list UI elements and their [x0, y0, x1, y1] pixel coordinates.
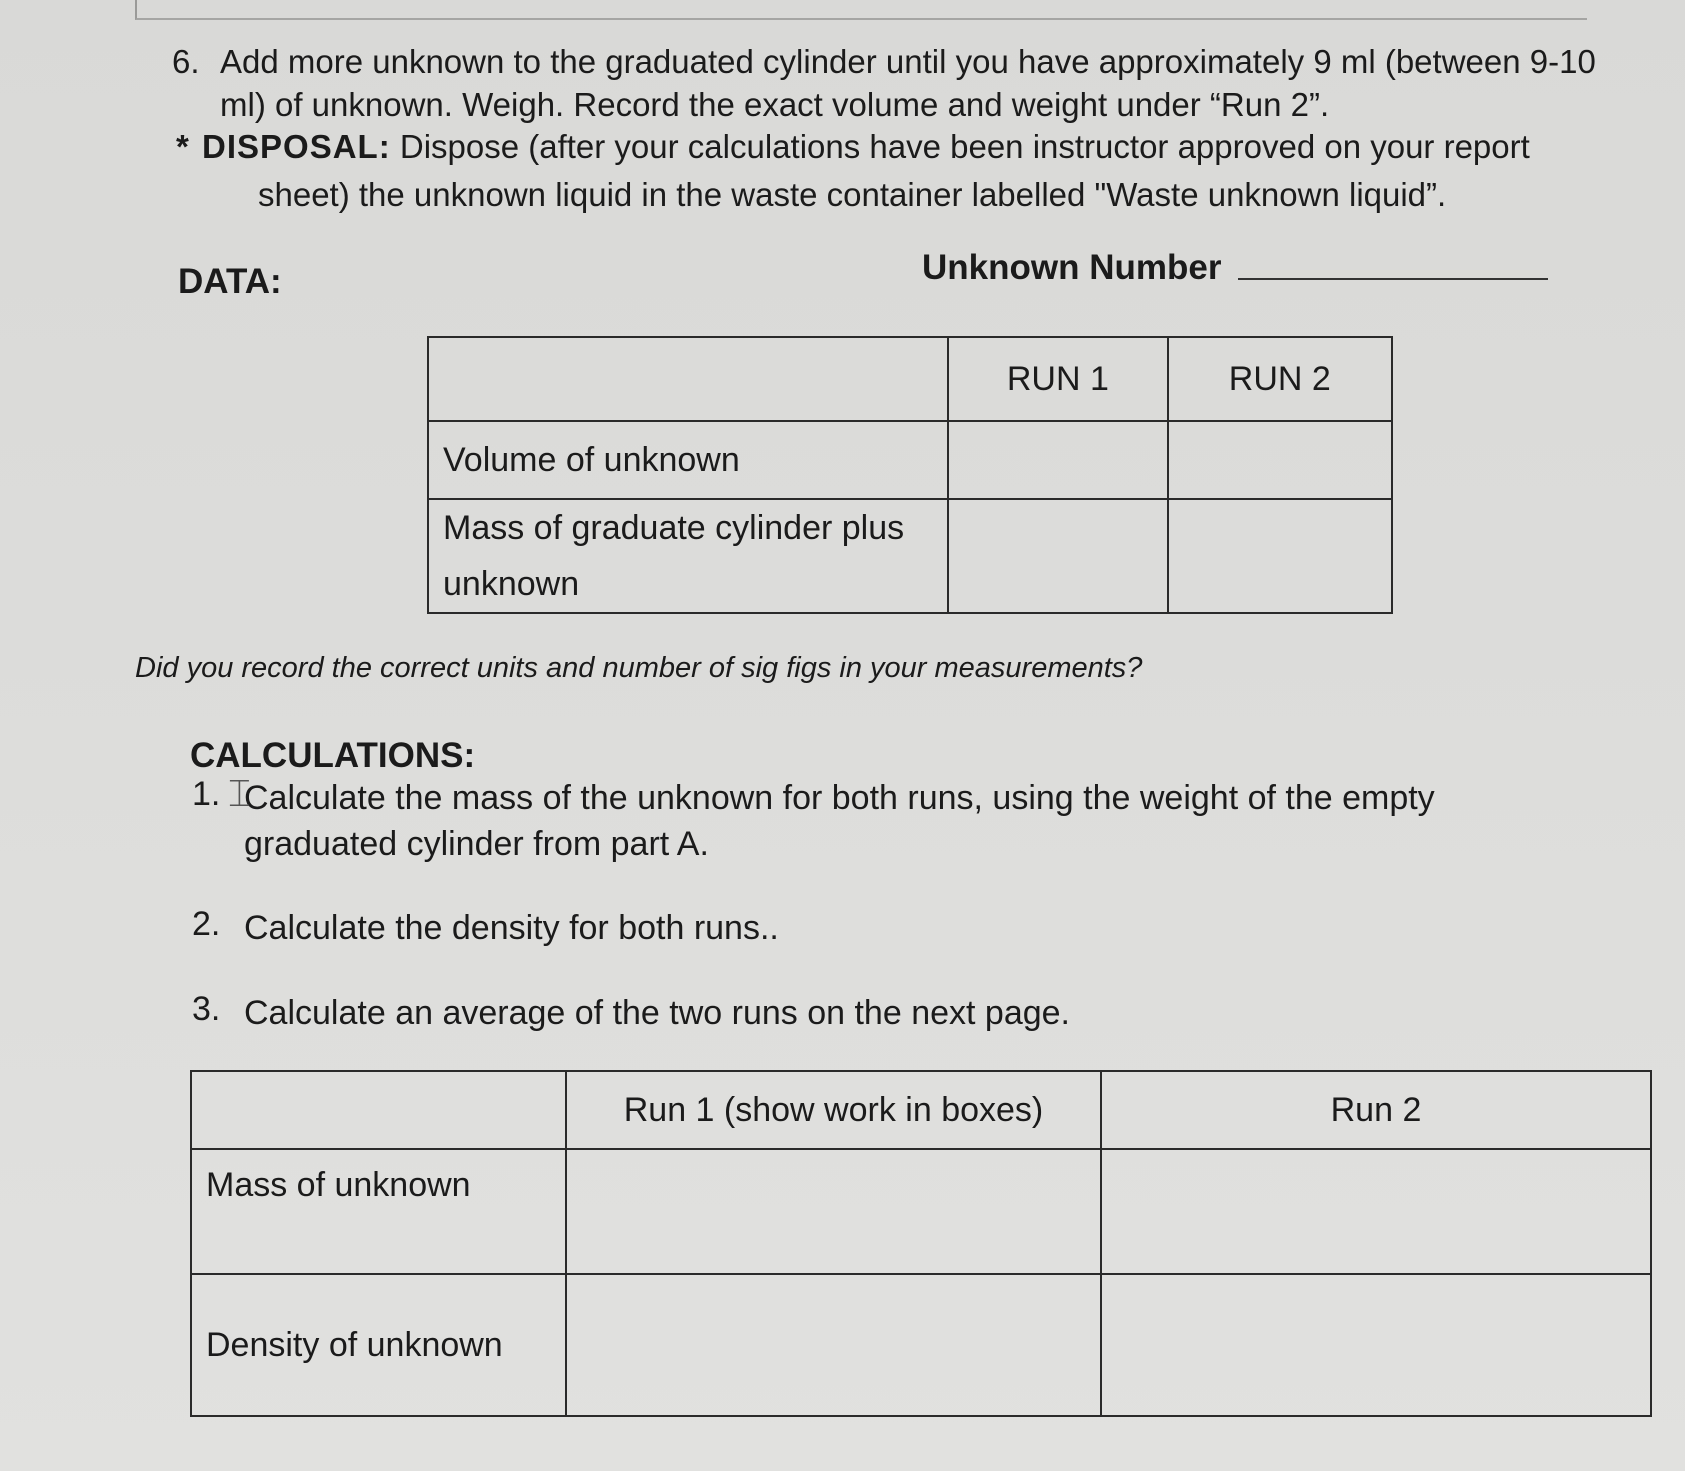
table-row [428, 421, 1392, 499]
row-label: Mass of unknown [191, 1149, 566, 1274]
calculations-heading: CALCULATIONS: [190, 736, 476, 775]
row-label: Mass of graduate cylinder plus unknown [428, 499, 948, 613]
step-text: Add more unknown to the graduated cylinder until you have approximately 9 ml (between 9-10 ml) of unknown. Weigh. Record the exact volume and weight under “Run 2”. [220, 43, 1596, 123]
step-number: 6. [172, 43, 200, 80]
sigfig-question: Did you record the correct units and number of sig figs in your measurements? [135, 652, 1143, 684]
table-row [428, 499, 1392, 613]
table-header-run2: Run 2 [1101, 1071, 1651, 1149]
calc-item-number: 2. [192, 905, 221, 943]
bullet-icon: * [176, 128, 189, 165]
table-header-run1: RUN 1 [948, 337, 1167, 421]
calc-item-number: 1. [192, 775, 221, 813]
volume-run2-cell[interactable] [1168, 421, 1392, 499]
mass-unknown-run2-cell[interactable] [1101, 1149, 1651, 1274]
mass-run1-cell[interactable] [948, 499, 1167, 613]
text-cursor-icon: ⌶ [228, 773, 251, 815]
disposal-label: DISPOSAL: [202, 128, 391, 165]
calc-item [192, 905, 1592, 951]
table-header-run2: RUN 2 [1168, 337, 1392, 421]
mass-run2-cell[interactable] [1168, 499, 1392, 613]
volume-run1-cell[interactable] [948, 421, 1167, 499]
density-run1-cell[interactable] [566, 1274, 1101, 1416]
disposal-text-2: sheet) the unknown liquid in the waste container labelled "Waste unknown liquid”. [258, 176, 1447, 213]
table-header-cell [191, 1071, 566, 1149]
calc-item-text: Calculate an average of the two runs on the next page. [244, 994, 1070, 1032]
disposal-text: Dispose (after your calculations have been instructor approved on your report [390, 128, 1530, 165]
calc-item-number: 3. [192, 990, 221, 1028]
row-label: Density of unknown [191, 1274, 566, 1416]
disposal-note [172, 123, 1632, 219]
calc-table [190, 1070, 1652, 1417]
calc-item-text: Calculate the mass of the unknown for both runs, using the weight of the empty graduated cylinder from part A. [244, 779, 1435, 863]
calc-item [192, 990, 1592, 1036]
data-table [427, 336, 1393, 614]
row-label: Volume of unknown [428, 421, 948, 499]
table-header-run1: Run 1 (show work in boxes) [566, 1071, 1101, 1149]
page-edge-line [135, 0, 1587, 20]
table-header-row [191, 1071, 1651, 1149]
table-row [191, 1274, 1651, 1416]
calc-item [192, 775, 1592, 867]
calc-item-text: Calculate the density for both runs.. [244, 909, 779, 947]
table-header-row [428, 337, 1392, 421]
unknown-number-label: Unknown Number [922, 248, 1222, 287]
density-run2-cell[interactable] [1101, 1274, 1651, 1416]
step-6 [172, 40, 1632, 126]
table-row [191, 1149, 1651, 1274]
table-header-cell [428, 337, 948, 421]
unknown-number-blank[interactable] [1238, 278, 1548, 280]
mass-unknown-run1-cell[interactable] [566, 1149, 1101, 1274]
data-heading: DATA: [178, 262, 282, 301]
